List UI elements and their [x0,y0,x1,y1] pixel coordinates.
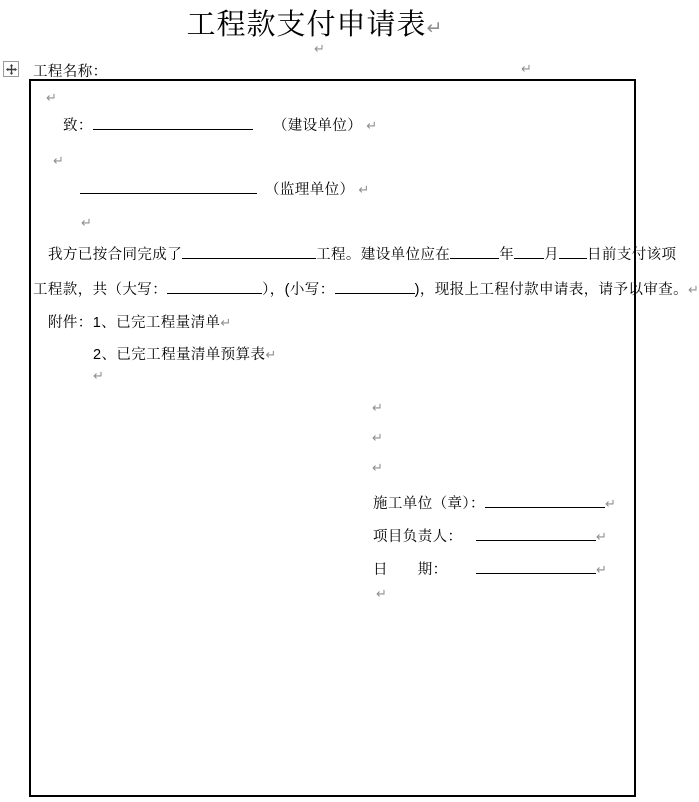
body-text: )，现报上工程付款申请表，请予以审查。 [414,282,689,298]
attachment-text: 2、已完工程量清单预算表 [93,347,266,363]
paragraph-mark: ↵ [426,17,444,39]
month-label: 月 [544,247,560,263]
body-text: 日前支付该项 [587,247,677,263]
project-manager-signature-field[interactable] [476,525,596,541]
project-manager-label: 项目负责人： [373,529,463,545]
body-text: 我方已按合同完成了 [48,247,183,263]
body-line-2 [33,278,699,299]
page-title: 工程款支付申请表 [186,9,427,41]
to-label: 致： [63,118,93,134]
supervision-unit-blank-field[interactable] [80,178,257,194]
move-cross-icon [6,64,17,75]
paragraph-mark: ↵ [521,62,532,77]
paragraph-mark: ↵ [93,369,104,384]
paragraph-mark: ↵ [220,316,232,331]
paragraph-mark: ↵ [46,91,57,106]
paragraph-mark: ↵ [604,497,617,512]
body-line-1 [48,243,676,264]
construction-unit-signature-field[interactable] [485,492,605,508]
attachment-text: 附件：1、已完工程量清单 [48,315,221,331]
body-text: ），(小写： [262,282,335,298]
paragraph-mark: ↵ [314,42,325,57]
paragraph-mark: ↵ [372,461,383,476]
paragraph-mark: ↵ [358,183,370,198]
attachment-line-2 [93,343,277,364]
paragraph-mark: ↵ [596,530,608,545]
addressee-line [63,114,378,135]
construction-unit-label: 施工单位（章）： [373,496,485,512]
document-title-line [0,2,630,43]
construction-unit-suffix: （建设单位） [272,118,363,134]
amount-figure-blank-field[interactable] [335,278,415,294]
signature-date-row [373,558,607,579]
paragraph-mark: ↵ [596,563,608,578]
date-label: 日 期： [373,562,448,578]
year-label: 年 [499,247,515,263]
construction-unit-blank-field[interactable] [93,114,253,130]
year-blank-field[interactable] [450,243,499,259]
body-text: 工程款，共（大写： [33,282,168,298]
paragraph-mark: ↵ [688,283,699,298]
project-blank-field[interactable] [182,243,316,259]
attachment-line-1 [48,311,232,332]
paragraph-mark: ↵ [366,119,378,134]
paragraph-mark: ↵ [372,401,383,416]
paragraph-mark: ↵ [376,587,387,602]
date-field[interactable] [476,558,596,574]
signature-project-manager-row [373,525,607,546]
paragraph-mark: ↵ [265,348,277,363]
amount-capital-blank-field[interactable] [167,278,262,294]
paragraph-mark: ↵ [53,154,64,169]
paragraph-mark: ↵ [372,431,383,446]
paragraph-mark: ↵ [81,216,92,231]
supervision-line [80,178,370,199]
body-text: 工程。建设单位应在 [316,247,451,263]
project-name-label: 工程名称： [33,64,108,80]
table-move-handle[interactable] [3,61,19,77]
supervision-unit-suffix: （监理单位） [265,182,355,198]
day-blank-field[interactable] [559,243,587,259]
signature-construction-unit-row [373,492,616,513]
month-blank-field[interactable] [514,243,544,259]
